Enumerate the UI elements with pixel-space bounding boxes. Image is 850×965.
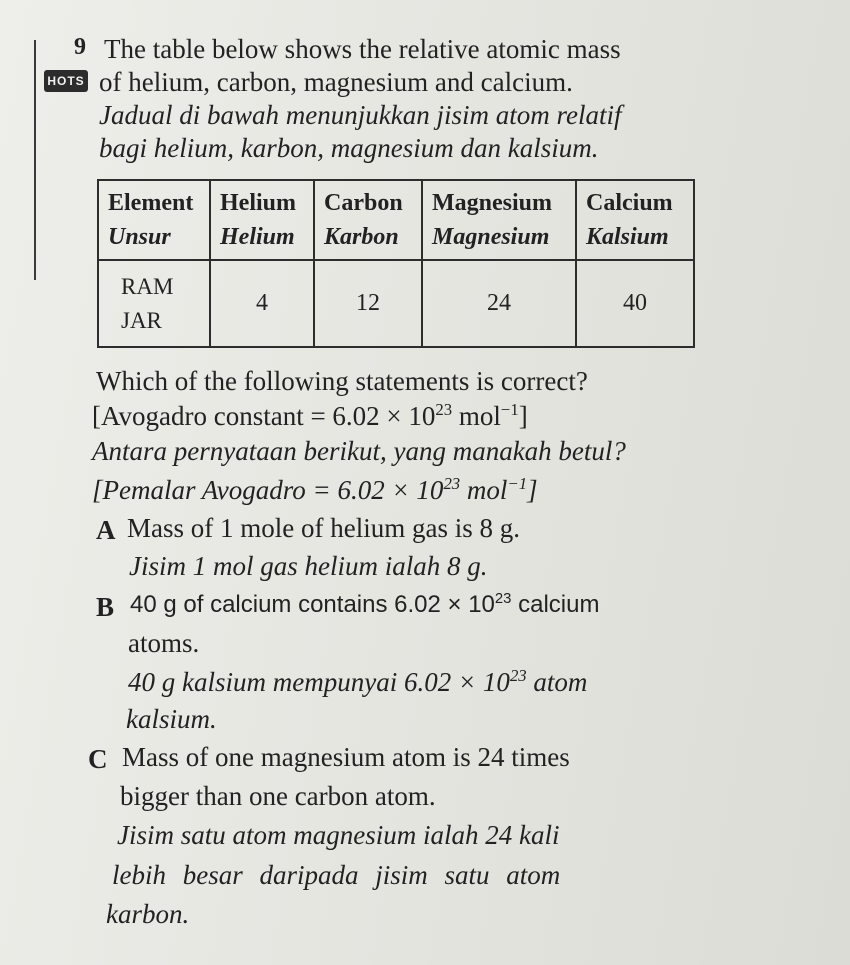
row-label-ms: JAR xyxy=(121,307,162,333)
option-b-ms-text: 40 g kalsium mempunyai 6.02 × 10 xyxy=(128,667,510,697)
option-c-letter[interactable]: C xyxy=(88,744,108,774)
avogadro-english xyxy=(92,402,528,430)
option-a-english[interactable]: Mass of 1 mole of helium gas is 8 g. xyxy=(127,513,520,543)
avogadro-en-text: [Avogadro constant = 6.02 × 10 xyxy=(92,401,436,431)
option-b-malay-line-1 xyxy=(128,668,587,696)
value-magnesium: 24 xyxy=(422,260,576,347)
question-number: 9 xyxy=(74,34,86,60)
option-c-malay-line-1: Jisim satu atom magnesium ialah 24 kali xyxy=(117,820,560,850)
header-cell-element xyxy=(98,180,210,260)
option-c-english-line-2: bigger than one carbon atom. xyxy=(120,781,436,811)
table-header-row xyxy=(98,180,694,260)
avogadro-ms-unit: mol xyxy=(460,475,508,505)
header-ms: Helium xyxy=(220,224,295,250)
avogadro-en-close: ] xyxy=(518,401,528,431)
header-en: Calcium xyxy=(586,190,673,216)
header-cell-helium xyxy=(210,180,314,260)
option-b-en-post: calcium xyxy=(511,591,600,618)
option-b-english-line-1[interactable] xyxy=(130,592,599,617)
header-en: Helium xyxy=(220,190,296,216)
prompt-malay: Antara pernyataan berikut, yang manakah betul? xyxy=(92,436,626,466)
option-b-en-text: 40 g of calcium contains 6.02 × 10 xyxy=(130,591,495,618)
option-b-ms-post: atom xyxy=(526,667,588,697)
stem-malay-line-1: Jadual di bawah menunjukkan jisim atom relatif xyxy=(99,100,622,130)
prompt-english: Which of the following statements is correct? xyxy=(96,366,588,396)
header-ms: Kalsium xyxy=(586,224,669,250)
stem-english-line-2: of helium, carbon, magnesium and calcium. xyxy=(99,67,573,97)
avogadro-ms-unit-exponent: −1 xyxy=(507,474,528,493)
row-label-en: RAM xyxy=(121,273,174,299)
header-cell-calcium xyxy=(576,180,694,260)
table-row xyxy=(98,260,694,347)
stem-english-line-1: The table below shows the relative atomic mass xyxy=(104,34,621,64)
header-cell-carbon xyxy=(314,180,422,260)
avogadro-en-unit: mol xyxy=(452,401,501,431)
option-a-letter[interactable]: A xyxy=(96,515,116,545)
option-b-english-line-2: atoms. xyxy=(128,628,200,658)
header-en: Element xyxy=(108,190,194,216)
option-a-malay: Jisim 1 mol gas helium ialah 8 g. xyxy=(129,551,488,581)
header-ms: Karbon xyxy=(324,224,399,250)
header-ms: Unsur xyxy=(108,224,171,250)
option-b-en-exponent: 23 xyxy=(494,591,512,607)
avogadro-ms-text: [Pemalar Avogadro = 6.02 × 10 xyxy=(92,475,444,505)
hots-badge: HOTS xyxy=(44,70,88,92)
stem-malay-line-2: bagi helium, karbon, magnesium dan kalsium. xyxy=(99,133,599,163)
avogadro-ms-exponent: 23 xyxy=(443,474,461,493)
header-cell-magnesium xyxy=(422,180,576,260)
avogadro-ms-close: ] xyxy=(527,475,538,505)
option-b-letter[interactable]: B xyxy=(96,592,115,622)
value-helium: 4 xyxy=(210,260,314,347)
row-label-ram xyxy=(98,260,210,347)
option-c-malay-line-2: lebih besar daripada jisim satu atom xyxy=(112,860,561,890)
margin-rule xyxy=(34,40,36,280)
avogadro-en-exponent: 23 xyxy=(435,400,453,419)
avogadro-en-unit-exponent: −1 xyxy=(500,400,519,419)
option-b-ms-exponent: 23 xyxy=(509,666,527,685)
option-b-malay-line-2: kalsium. xyxy=(126,704,217,734)
value-carbon: 12 xyxy=(314,260,422,347)
option-c-malay-line-3: karbon. xyxy=(106,899,190,929)
header-en: Carbon xyxy=(324,190,403,216)
header-en: Magnesium xyxy=(432,190,552,216)
header-ms: Magnesium xyxy=(432,224,550,250)
value-calcium: 40 xyxy=(576,260,694,347)
avogadro-malay xyxy=(92,476,538,504)
option-c-english-line-1[interactable]: Mass of one magnesium atom is 24 times xyxy=(122,742,570,772)
relative-atomic-mass-table xyxy=(97,179,695,348)
